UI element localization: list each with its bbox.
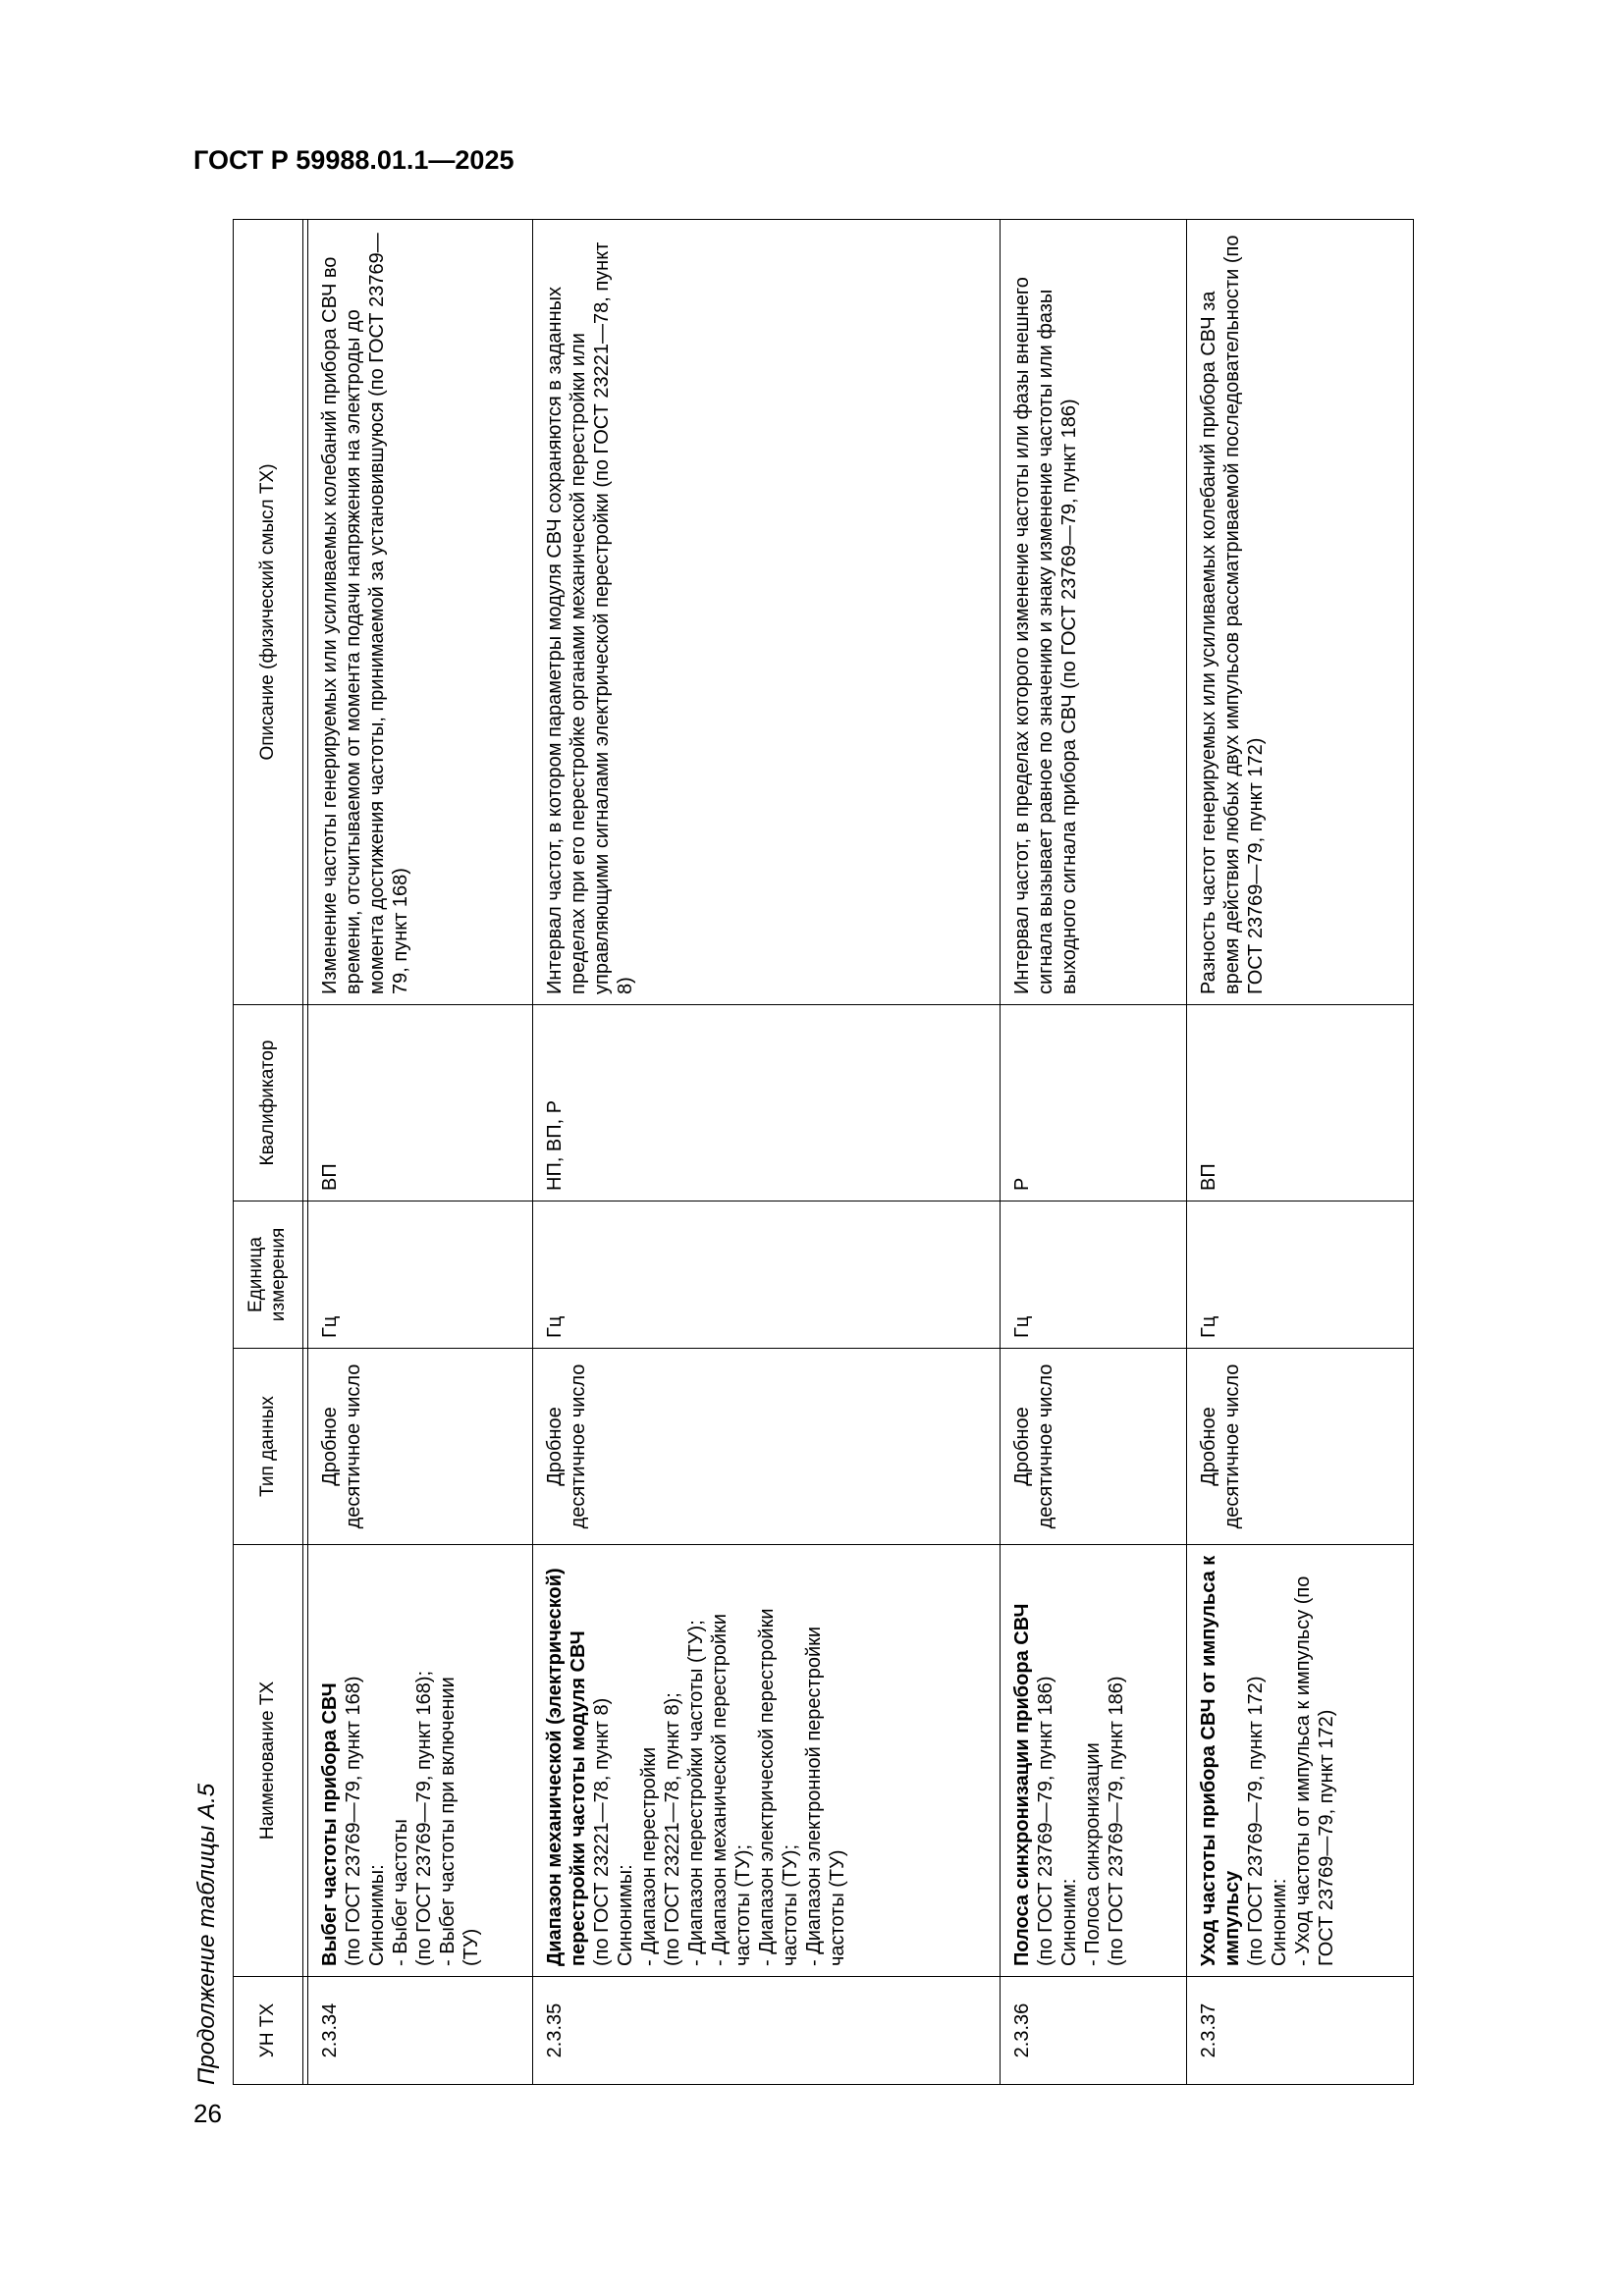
row-qualifier: НП, ВП, Р — [532, 1005, 1000, 1201]
row-unit: Гц — [532, 1201, 1000, 1349]
characteristics-table — [233, 219, 1414, 2085]
header-id: УН ТХ — [234, 1977, 303, 2085]
row-unit: Гц — [308, 1201, 533, 1349]
header-description: Описание (физический смысл ТХ) — [234, 220, 303, 1005]
rotated-table-area — [193, 220, 1416, 2085]
row-name-line: - Уход частоты от импульса к импульсу (по ГОСТ 23769—79, пункт 172) — [1292, 1575, 1338, 1966]
row-description: Разность частот генерируемых или усиливаемых колебаний прибора СВЧ за время действия любых двух импульсов рассматриваемой последовательности (по ГОСТ 23769—79, пункт 172) — [1187, 220, 1414, 1005]
row-name — [1000, 1545, 1187, 1977]
row-name-line: - Диапазон перестройки — [637, 1746, 660, 1966]
row-description: Изменение частоты генерируемых или усиливаемых колебаний прибора СВЧ во времени, отсчитываемом от момента подачи напряжения на электроды до момента достижения частоты, принимаемой за установившуюся (по ГОСТ 23769—79, пункт 168) — [308, 220, 533, 1005]
table-row — [532, 220, 1000, 2085]
row-name-line: - Диапазон перестройки частоты (ТУ); — [684, 1620, 707, 1966]
row-name — [1187, 1545, 1414, 1977]
page-number: 26 — [193, 2099, 222, 2128]
row-unit: Гц — [1187, 1201, 1414, 1349]
row-description: Интервал частот, в пределах которого изменение частоты или фазы внешнего сигнала вызывает равное по значению и знаку изменение частоты или фазы выходного сигнала прибора СВЧ (по ГОСТ 23769—79, пункт 186) — [1000, 220, 1187, 1005]
row-name-line: Синонимы: — [366, 1864, 388, 1966]
row-qualifier: ВП — [308, 1005, 533, 1201]
row-type: Дробное десятичное число — [532, 1349, 1000, 1545]
row-type: Дробное десятичное число — [308, 1349, 533, 1545]
row-id: 2.3.36 — [1000, 1977, 1187, 2085]
table-row — [308, 220, 533, 2085]
row-id: 2.3.35 — [532, 1977, 1000, 2085]
document-code: ГОСТ Р 59988.01.1—2025 — [193, 145, 514, 175]
row-id: 2.3.37 — [1187, 1977, 1414, 2085]
row-type: Дробное десятичное число — [1000, 1349, 1187, 1545]
row-unit: Гц — [1000, 1201, 1187, 1349]
row-name-title: Выбег частоты прибора СВЧ — [319, 1682, 341, 1966]
row-name-line: (по ГОСТ 23769—79, пункт 168); — [413, 1670, 435, 1966]
row-qualifier: ВП — [1187, 1005, 1414, 1201]
row-qualifier: Р — [1000, 1005, 1187, 1201]
row-name-title: Уход частоты прибора СВЧ от импульса к импульсу — [1198, 1555, 1244, 1966]
row-name-line: (по ГОСТ 23221—78, пункт 8) — [590, 1697, 613, 1966]
row-name-line: Синоним: — [1057, 1878, 1080, 1966]
row-name-line: - Полоса синхронизации — [1081, 1742, 1104, 1966]
row-name-line: (по ГОСТ 23221—78, пункт 8); — [661, 1692, 683, 1966]
row-name-line: (по ГОСТ 23769—79, пункт 168) — [343, 1676, 364, 1966]
row-description: Интервал частот, в котором параметры модуля СВЧ сохраняются в заданных пределах при его перестройке органами механической перестройки или управляющими сигналами электрической перестройки (по ГОСТ 23221—78, пункт 8) — [532, 220, 1000, 1005]
row-name-line: (по ГОСТ 23769—79, пункт 186) — [1034, 1676, 1056, 1966]
row-name — [532, 1545, 1000, 1977]
table-row — [1187, 220, 1414, 2085]
row-name-line: (по ГОСТ 23769—79, пункт 172) — [1245, 1676, 1268, 1966]
row-name-title: Полоса синхронизации прибора СВЧ — [1010, 1603, 1033, 1966]
row-name-line: (ТУ) — [460, 1928, 482, 1966]
table-row — [1000, 220, 1187, 2085]
row-name — [308, 1545, 533, 1977]
header-unit: Единица измерения — [234, 1201, 303, 1349]
row-id: 2.3.34 — [308, 1977, 533, 2085]
table-caption: Продолжение таблицы А.5 — [193, 1783, 220, 2085]
row-name-line: Синонимы: — [614, 1864, 636, 1966]
header-qualifier: Квалификатор — [234, 1005, 303, 1201]
row-name-title: Диапазон механической (электрической) перестройки частоты модуля СВЧ — [543, 1568, 589, 1966]
row-name-line: (по ГОСТ 23769—79, пункт 186) — [1105, 1676, 1127, 1966]
table-header-row — [234, 220, 303, 2085]
row-name-line: - Выбег частоты — [390, 1819, 411, 1966]
row-name-line: - Диапазон электронной перестройки частоты (ТУ) — [802, 1626, 848, 1966]
row-name-line: - Диапазон механической перестройки частоты (ТУ); — [708, 1613, 754, 1966]
row-name-line: Синоним: — [1269, 1878, 1291, 1966]
row-type: Дробное десятичное число — [1187, 1349, 1414, 1545]
row-name-line: - Выбег частоты при включении — [437, 1677, 459, 1966]
row-name-line: - Диапазон электрической перестройки частоты (ТУ); — [755, 1608, 801, 1966]
header-name: Наименование ТХ — [234, 1545, 303, 1977]
header-type: Тип данных — [234, 1349, 303, 1545]
